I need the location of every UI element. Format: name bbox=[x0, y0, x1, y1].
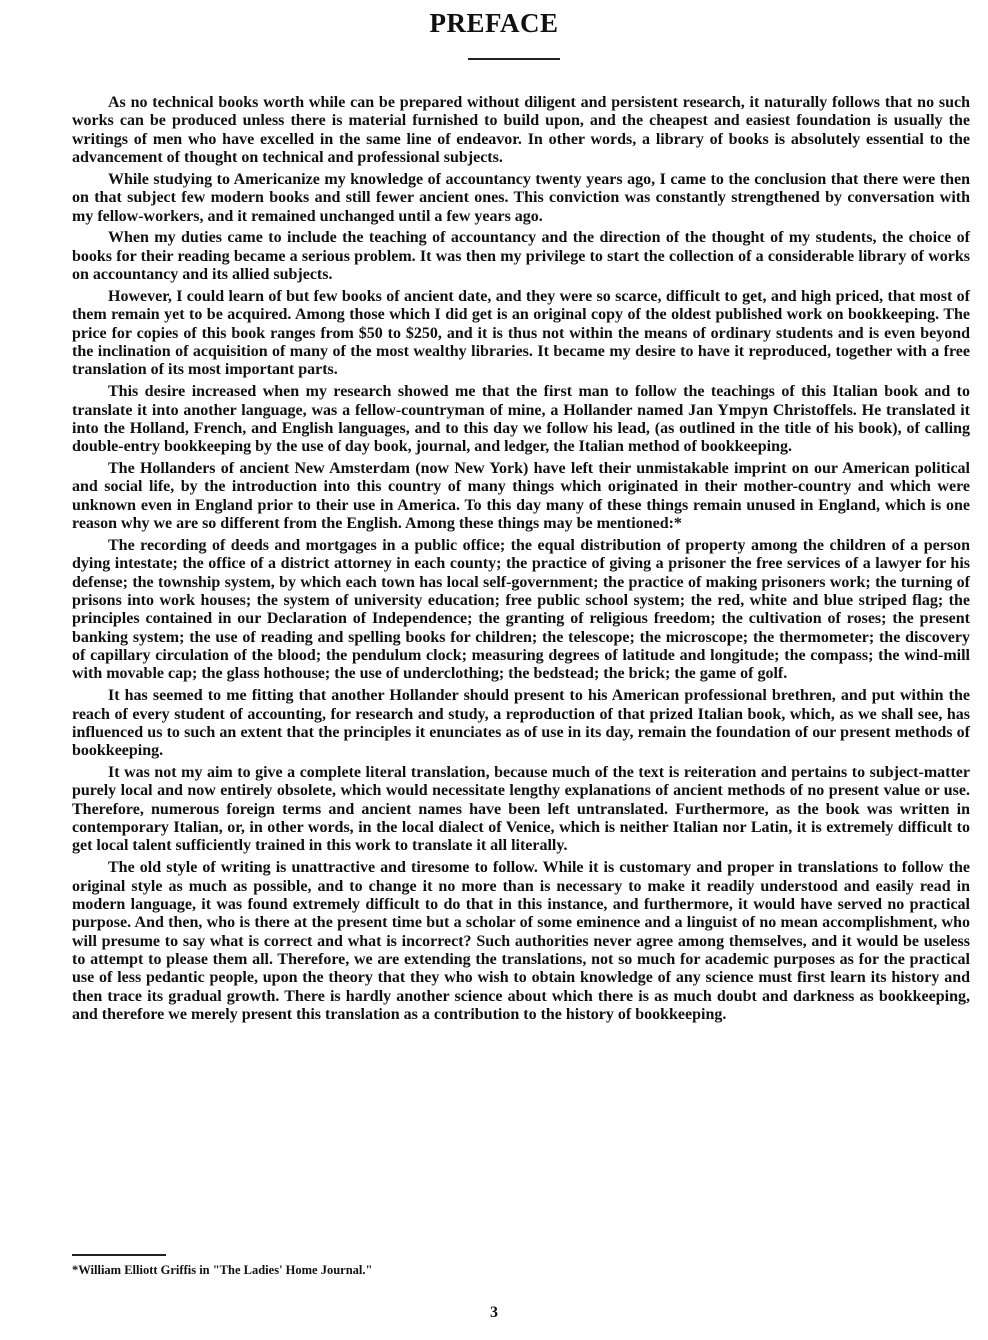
footnote-divider bbox=[72, 1254, 166, 1256]
paragraph: The recording of deeds and mortgages in a public office; the equal distribution of property among the children of a person dying intestate; the office of a district attorney in each county; the practice of giving a prisoner the free services of a lawyer for his defense; the township system, by which each town has local self-government; the practice of making prisoners work; the turning of prisons into work houses; the system of university education; free public school system; the red, white and blue striped flag; the principles contained in our Declaration of Independence; the granting of religious freedom; the cultivation of roses; the present banking system; the use of reading and spelling books for children; the telescope; the microscope; the thermometer; the discovery of capillary circulation of the blood; the pendulum clock; measuring degrees of latitude and longitude; the compass; the wind-mill with movable cap; the glass hothouse; the use of underclothing; the bedstead; the brick; the game of golf. bbox=[72, 536, 970, 683]
paragraph: When my duties came to include the teaching of accountancy and the direction of the thought of my students, the choice of books for their reading became a serious problem. It was then my privilege to start the collection of a considerable library of works on accountancy and its allied subjects. bbox=[72, 229, 970, 284]
paragraph: The Hollanders of ancient New Amsterdam (now New York) have left their unmistakable imprint on our American political and social life, by the introduction into this country of many things which originated in their mother-country and which were unknown even in England prior to their use in America. To this day many of these things remain unused in England, which is one reason why we are so different from the English. Among these things may be mentioned:* bbox=[72, 460, 970, 533]
footnote: *William Elliott Griffis in "The Ladies' Home Journal." bbox=[72, 1263, 373, 1277]
paragraph: While studying to Americanize my knowledge of accountancy twenty years ago, I came to the conclusion that there were then on that subject few modern books and still fewer ancient ones. This conviction was constantly strengthened by conversation with my fellow-workers, and it remained unchanged until a few years ago. bbox=[72, 170, 970, 225]
page-number: 3 bbox=[490, 1304, 498, 1321]
paragraph: However, I could learn of but few books of ancient date, and they were so scarce, difficult to get, and high priced, that most of them remain yet to be acquired. Among those which I did get is an original copy of the oldest published work on bookkeeping. The price for copies of this book ranges from $50 to $250, and it is thus not within the means of ordinary students and is even beyond the inclination of acquisition of many of the most wealthy libraries. It became my desire to have it reproduced, together with a free translation of its most important parts. bbox=[72, 287, 970, 379]
paragraph: The old style of writing is unattractive and tiresome to follow. While it is customary and proper in translations to follow the original style as much as possible, and to change it no more than is necessary to make it readily understood and easily read in modern language, it was found extremely difficult to do that in this instance, and furthermore, it would have served no practical purpose. And then, who is there at the present time but a scholar of some eminence and a linguist of no mean accomplishment, who will presume to say what is correct and what is incorrect? Such authorities never agree among themselves, and it would be useless to attempt to please them all. Therefore, we are extending the translations, not so much for academic purposes as for the practical use of less pedantic people, upon the theory that they who wish to obtain knowledge of any science must first learn its history and then trace its gradual growth. There is hardly another science about which there is as much doubt and darkness as bookkeeping, and therefore we merely present this translation as a contribution to the history of bookkeeping. bbox=[72, 859, 970, 1023]
paragraph: As no technical books worth while can be prepared without diligent and persistent research, it naturally follows that no such works can be produced unless there is material furnished to build upon, and the cheapest and easiest foundation is usually the writings of men who have excelled in the same line of endeavor. In other words, a library of books is absolutely essential to the advancement of thought on technical and professional subjects. bbox=[72, 94, 970, 167]
title-divider bbox=[468, 58, 560, 60]
paragraph: It was not my aim to give a complete literal translation, because much of the text is reiteration and pertains to subject-matter purely local and now entirely obsolete, which would necessitate lengthy explanations of ancient methods of no present value or use. Therefore, numerous foreign terms and ancient names have been left untranslated. Furthermore, as the book was written in contemporary Italian, or, in other words, in the local dialect of Venice, which is neither Italian nor Latin, it is extremely difficult to get local talent sufficiently trained in this work to translate it all literally. bbox=[72, 764, 970, 855]
paragraph: It has seemed to me fitting that another Hollander should present to his American professional brethren, and put within the reach of every student of accounting, for research and study, a reproduction of that prized Italian book, which, as we shall see, has influenced us to such an extent that the principles it enunciates as of use in its day, remain the foundation of our present methods of bookkeeping. bbox=[72, 687, 970, 760]
preface-body bbox=[72, 94, 970, 1028]
paragraph: This desire increased when my research showed me that the first man to follow the teachings of this Italian book and to translate it into another language, was a fellow-countryman of mine, a Hollander named Jan Ympyn Christoffels. He translated it into the Holland, French, and English languages, and to this day we follow his lead, (as outlined in the title of his book), of calling double-entry bookkeeping by the use of day book, journal, and ledger, the Italian method of bookkeeping. bbox=[72, 383, 970, 456]
page-title: PREFACE bbox=[429, 8, 559, 38]
